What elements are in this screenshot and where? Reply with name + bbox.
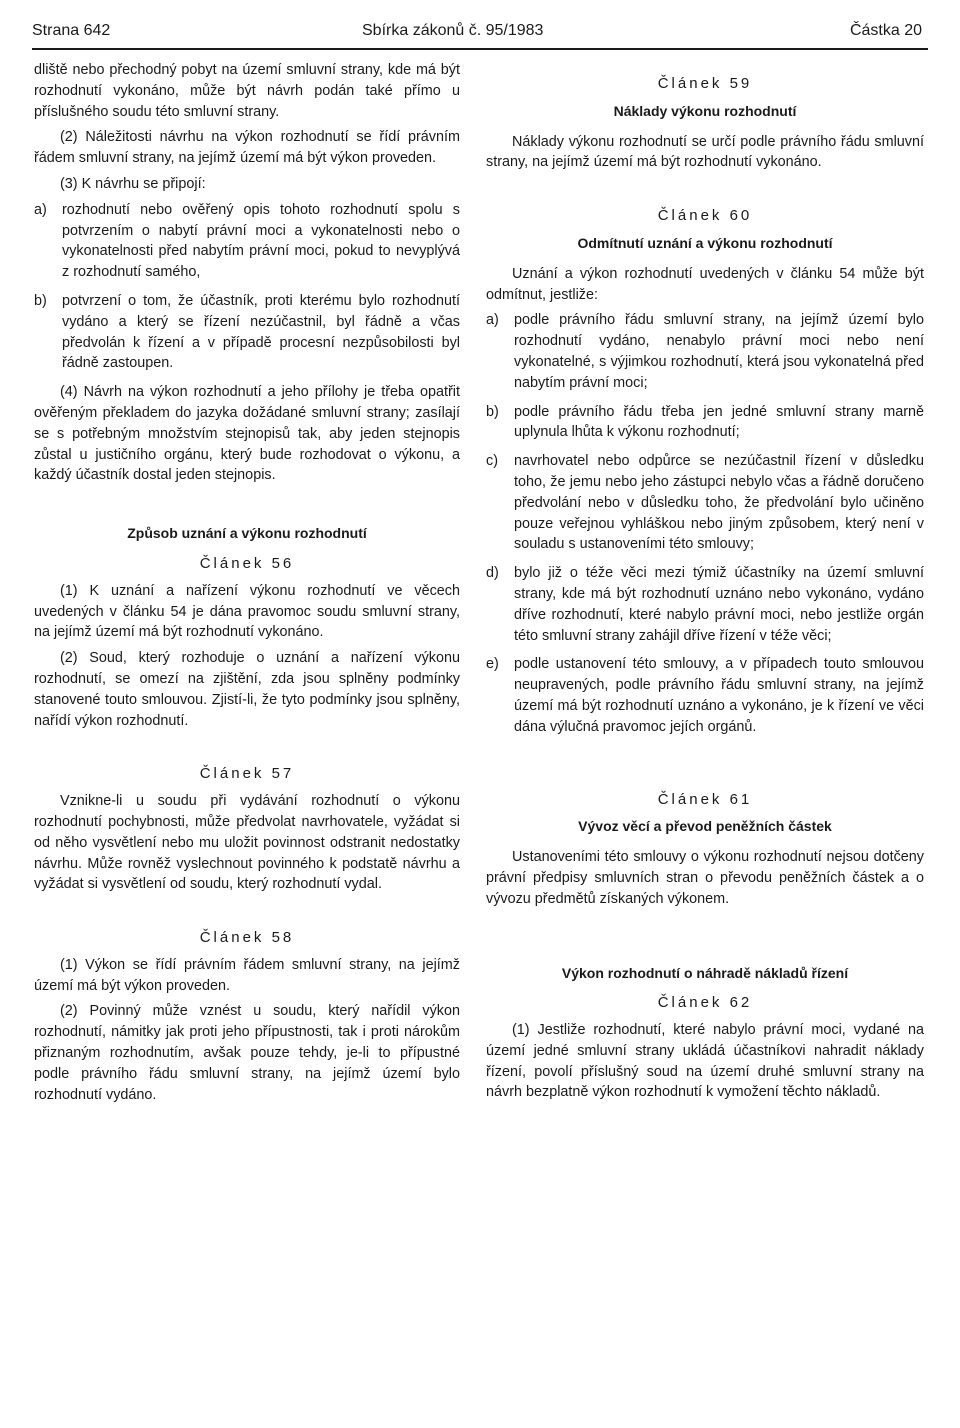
list-item-c: [486, 451, 924, 555]
article-60-paragraph: Uznání a výkon rozhodnutí uvedených v článku 54 může být odmítnut, jestliže:: [486, 265, 924, 303]
list-item-a: [486, 310, 924, 393]
article-59-heading: Náklady výkonu rozhodnutí: [613, 102, 797, 119]
paragraph-3: (3) K návrhu se připojí:: [60, 175, 206, 192]
article-61-title: Článek 61: [657, 790, 753, 808]
page-number: Strana 642: [32, 22, 111, 39]
article-58-paragraph-2: (2) Povinný může vznést u soudu, který nařídil výkon rozhodnutí, námitky jak proti jeho přípustnosti, tak i proti nárokům přiznaným rozhodnutím, avšak pouze tehdy, je-li to přípustné podle právního řádu smluvní strany, na jejímž území bylo rozhodnutí vydáno.: [34, 1003, 460, 1103]
article-61-heading: Vývoz věcí a převod peněžních částek: [578, 818, 832, 835]
article-60-heading: Odmítnutí uznání a výkonu rozhodnutí: [577, 234, 833, 251]
list-label: c): [486, 453, 498, 470]
article-60-title: Článek 60: [657, 207, 753, 225]
list-text: navrhovatel nebo odpůrce se nezúčastnil řízení v důsledku toho, že jemu nebo jeho zástupci nebylo včas a řádně doručeno předvolání nebo v důsledku toho, že předvolání bylo učiněno pouze veřejnou vyhláškou nebo jiným způsobem, který není v souladu s ustanoveními této smlouvy;: [514, 453, 924, 553]
list-label: a): [34, 201, 47, 218]
page-header: [32, 18, 928, 50]
list-item-e: [486, 654, 924, 737]
list-label: d): [486, 565, 499, 582]
paragraph-2: (2) Náležitosti návrhu na výkon rozhodnutí se řídí právním řádem smluvní strany, na jejímž území má být výkon proveden.: [34, 129, 460, 167]
list-label: a): [486, 312, 499, 329]
article-59-title: Článek 59: [657, 75, 753, 92]
article-62-title: Článek 62: [657, 994, 753, 1012]
list-text: rozhodnutí nebo ověřený opis tohoto rozhodnutí spolu s potvrzením o nabytí právní moci a vykonatelnosti nebo o vykonatelnosti před nabytím právní moci, pokud to nevyplývá z rozhodnutí samého,: [62, 201, 460, 281]
article-56-paragraph-1: (1) K uznání a nařízení výkonu rozhodnutí ve věcech uvedených v článku 54 je dána pravomoc soudu smluvní strany, na jejímž území má být rozhodnutí vykonáno.: [34, 582, 460, 641]
article-62-paragraph: (1) Jestliže rozhodnutí, které nabylo právní moci, vydané na území jedné smluvní strany ukládá účastníkovi nahradit náklady řízení, povolí příslušný soud na území druhé smluvní strany na návrh bezplatně výkon rozhodnutí k vymožení těchto nákladů.: [486, 1022, 924, 1101]
publication-title: Sbírka zákonů č. 95/1983: [362, 22, 544, 39]
list-text: podle právního řádu třeba jen jedné smluvní strany marně uplynula lhůta k výkonu rozhodnutí;: [514, 403, 924, 441]
article-58-paragraph-1: (1) Výkon se řídí právním řádem smluvní strany, na jejímž území má být výkon proveden.: [34, 956, 460, 994]
list-label: e): [486, 656, 499, 673]
paragraph-4: (4) Návrh na výkon rozhodnutí a jeho přílohy je třeba opatřit ověřeným překladem do jazyka dožádané smluvní strany; zasílají se s potřebným množstvím stejnopisů tak, aby jeden stejnopis zůstal u justičního orgánu, který bude rozhodovat o výkonu, a každý účastník dostal jeden stejnopis.: [34, 384, 460, 484]
article-56-paragraph-2: (2) Soud, který rozhoduje o uznání a nařízení výkonu rozhodnutí, se omezí na zjištění, zda jsou splněny podmínky stanovené touto smlouvou. Zjistí-li, že tyto podmínky jsou splněny, nařídí výkon rozhodnutí.: [34, 650, 460, 729]
left-column: [34, 60, 460, 1110]
list-item-a: [34, 200, 460, 283]
list-item-b: [486, 402, 924, 444]
article-57-title: Článek 57: [199, 765, 295, 783]
list-label: b): [486, 403, 499, 420]
list-label: b): [34, 292, 47, 309]
list-text: podle právního řádu smluvní strany, na jejímž území bylo rozhodnutí vydáno, nenabylo právní moci nebo není vykonatelné, s výjimkou rozhodnutí, která jsou vykonatelná před nabytím právní moci;: [514, 312, 924, 391]
article-57-paragraph: Vznikne-li u soudu při vydávání rozhodnutí o výkonu rozhodnutí pochybnosti, může předvolat navrhovatele, vyžádat si od něho vysvětlení nebo mu uložit povinnost odstranit nedostatky návrhu. Může rovněž vyslechnout povinného k podstatě návrhu a vyžádat si vysvětlení od soudu, který rozhodnutí vydal.: [34, 793, 460, 893]
list-item-d: [486, 563, 924, 646]
list-text: podle ustanovení této smlouvy, a v případech touto smlouvou neupravených, podle právního řádu smluvní strany, na jejímž území má být rozhodnutí uznáno a vykonáno, je k řízení ve věci dána výlučná pravomoc jejích orgánů.: [514, 656, 924, 735]
issue-number: Částka 20: [849, 22, 922, 39]
article-58-title: Článek 58: [199, 929, 295, 947]
list-text: bylo již o téže věci mezi týmiž účastníky na území smluvní strany, kde má být rozhodnutí uznáno nebo vykonáno, vydáno dříve rozhodnutí, které nabylo právní moci, nebo jestliže orgán této smluvní strany zahájil dříve řízení v téže věci;: [514, 565, 924, 644]
article-61-paragraph: Ustanoveními této smlouvy o výkonu rozhodnutí nejsou dotčeny právní předpisy smluvních stran o převodu peněžních částek a o vývozu předmětů získaných výkonem.: [486, 849, 924, 907]
section-heading: Způsob uznání a výkonu rozhodnutí: [127, 525, 367, 542]
article-56-title: Článek 56: [199, 554, 295, 572]
list-item-b: [34, 291, 460, 374]
section-heading: Výkon rozhodnutí o náhradě nákladů řízení: [561, 964, 849, 981]
list-text: potvrzení o tom, že účastník, proti kterému bylo rozhodnutí vydáno a který se řízení nezúčastnil, byl řádně a včas předvolán k řízení a v případě procesní nezpůsobilosti byl řádně zastoupen.: [62, 292, 460, 372]
article-59-paragraph: Náklady výkonu rozhodnutí se určí podle právního řádu smluvní strany, na jejímž území má být rozhodnutí vykonáno.: [486, 133, 924, 171]
paragraph-intro: dliště nebo přechodný pobyt na území smluvní strany, kde má být rozhodnutí vykonáno, může být návrh podán také přímo u příslušného soudu této smluvní strany.: [34, 62, 460, 120]
right-column: [486, 60, 924, 1108]
